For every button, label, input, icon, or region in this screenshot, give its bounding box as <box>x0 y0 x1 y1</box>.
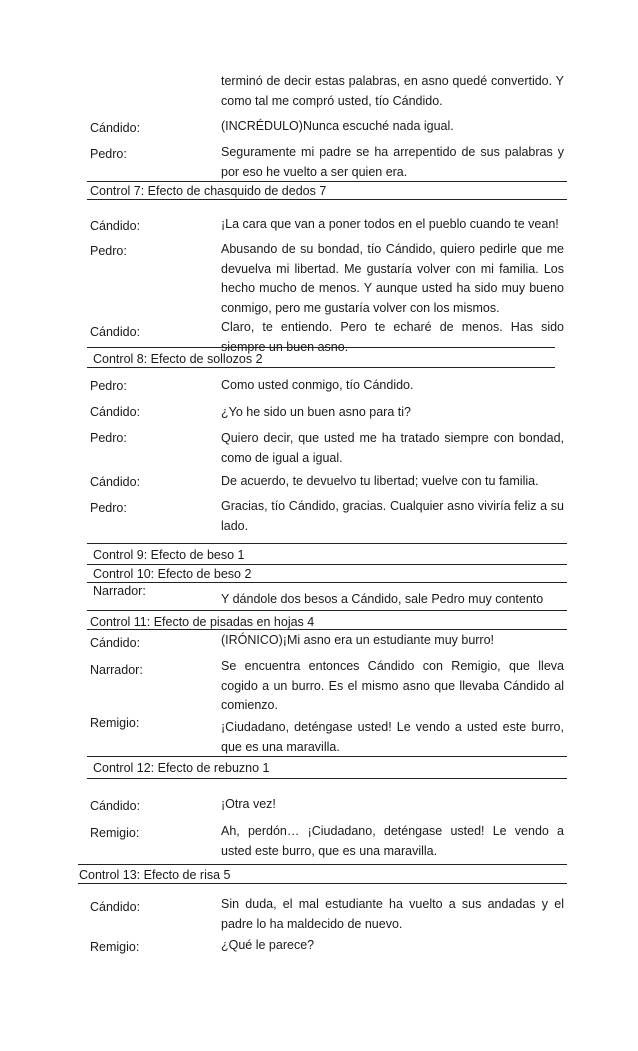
speaker-label: Pedro: <box>90 379 127 393</box>
dialogue-text: Como usted conmigo, tío Cándido. <box>221 378 414 392</box>
divider <box>87 610 567 611</box>
dialogue-text: Se encuentra entonces Cándido con Remigio, que lleva cogido a un burro. Es el mismo asno que llevaba Cándido al comienzo. <box>221 659 564 712</box>
speaker-label: Pedro: <box>90 501 127 515</box>
sound-cue-control-13: Control 13: Efecto de risa 5 <box>79 868 231 882</box>
dialogue-text: ¿Qué le parece? <box>221 938 315 952</box>
speaker-label: Cándido: <box>90 900 141 914</box>
dialogue-text: ¿Yo he sido un buen asno para ti? <box>221 405 411 419</box>
dialogue-text: (IRÓNICO)¡Mi asno era un estudiante muy burro! <box>221 633 495 647</box>
speaker-label: Pedro: <box>90 244 127 258</box>
dialogue-text: ¡La cara que van a poner todos en el pueblo cuando te vean! <box>221 217 559 231</box>
dialogue-text: Gracias, tío Cándido, gracias. Cualquier asno viviría feliz a su lado. <box>221 499 564 533</box>
dialogue-text: Y dándole dos besos a Cándido, sale Pedro muy contento <box>221 592 544 606</box>
speaker-label: Cándido: <box>90 405 141 419</box>
dialogue-text: Abusando de su bondad, tío Cándido, quiero pedirle que me devuelva mi libertad. Me gustaría volver con mi familia. Los hecho mucho de menos. Y aunque usted ha sido muy bueno conmigo, pero me gustaría volver con los mismos. <box>221 242 564 315</box>
speaker-label: Pedro: <box>90 147 127 161</box>
sound-cue-control-7: Control 7: Efecto de chasquido de dedos 7 <box>90 184 327 198</box>
divider <box>87 367 555 368</box>
divider <box>87 582 567 583</box>
speaker-label: Cándido: <box>90 219 141 233</box>
divider <box>87 564 567 565</box>
divider <box>87 778 567 779</box>
speaker-label: Remigio: <box>90 716 140 730</box>
dialogue-text: ¡Ciudadano, deténgase usted! Le vendo a usted este burro, que es una maravilla. <box>221 720 564 754</box>
speaker-label: Cándido: <box>90 475 141 489</box>
sound-cue-control-10: Control 10: Efecto de beso 2 <box>93 567 252 581</box>
dialogue-text: Seguramente mi padre se ha arrepentido de sus palabras y por eso he vuelto a ser quien era. <box>221 145 564 179</box>
speaker-label: Narrador: <box>90 663 143 677</box>
sound-cue-control-11: Control 11: Efecto de pisadas en hojas 4 <box>90 615 315 629</box>
sound-cue-control-9: Control 9: Efecto de beso 1 <box>93 548 245 562</box>
divider <box>78 883 567 884</box>
sound-cue-control-8: Control 8: Efecto de sollozos 2 <box>93 352 263 366</box>
divider <box>87 199 567 200</box>
speaker-label: Cándido: <box>90 636 141 650</box>
dialogue-continuation: terminó de decir estas palabras, en asno quedé convertido. Y como tal me compró usted, tío Cándido. <box>221 74 564 108</box>
dialogue-text: Quiero decir, que usted me ha tratado siempre con bondad, como de igual a igual. <box>221 431 564 465</box>
dialogue-text: Ah, perdón… ¡Ciudadano, deténgase usted! Le vendo a usted este burro, que es una maravilla. <box>221 824 564 858</box>
dialogue-text: Claro, te entiendo. Pero te echaré de menos. Has sido siempre un buen asno. <box>221 320 564 354</box>
speaker-label: Cándido: <box>90 325 141 339</box>
divider <box>87 543 567 544</box>
divider <box>87 181 567 182</box>
divider <box>87 347 555 348</box>
dialogue-text: (INCRÉDULO)Nunca escuché nada igual. <box>221 119 454 133</box>
speaker-label: Remigio: <box>90 826 140 840</box>
divider <box>78 864 567 865</box>
sound-cue-control-12: Control 12: Efecto de rebuzno 1 <box>93 761 270 775</box>
speaker-label: Cándido: <box>90 121 141 135</box>
speaker-label: Remigio: <box>90 940 140 954</box>
divider <box>87 629 567 630</box>
dialogue-text: Sin duda, el mal estudiante ha vuelto a sus andadas y el padre lo ha maldecido de nuevo. <box>221 897 564 931</box>
dialogue-text: ¡Otra vez! <box>221 797 276 811</box>
divider <box>87 756 567 757</box>
speaker-label: Narrador: <box>93 584 146 598</box>
dialogue-text: De acuerdo, te devuelvo tu libertad; vuelve con tu familia. <box>221 474 539 488</box>
speaker-label: Pedro: <box>90 431 127 445</box>
speaker-label: Cándido: <box>90 799 141 813</box>
